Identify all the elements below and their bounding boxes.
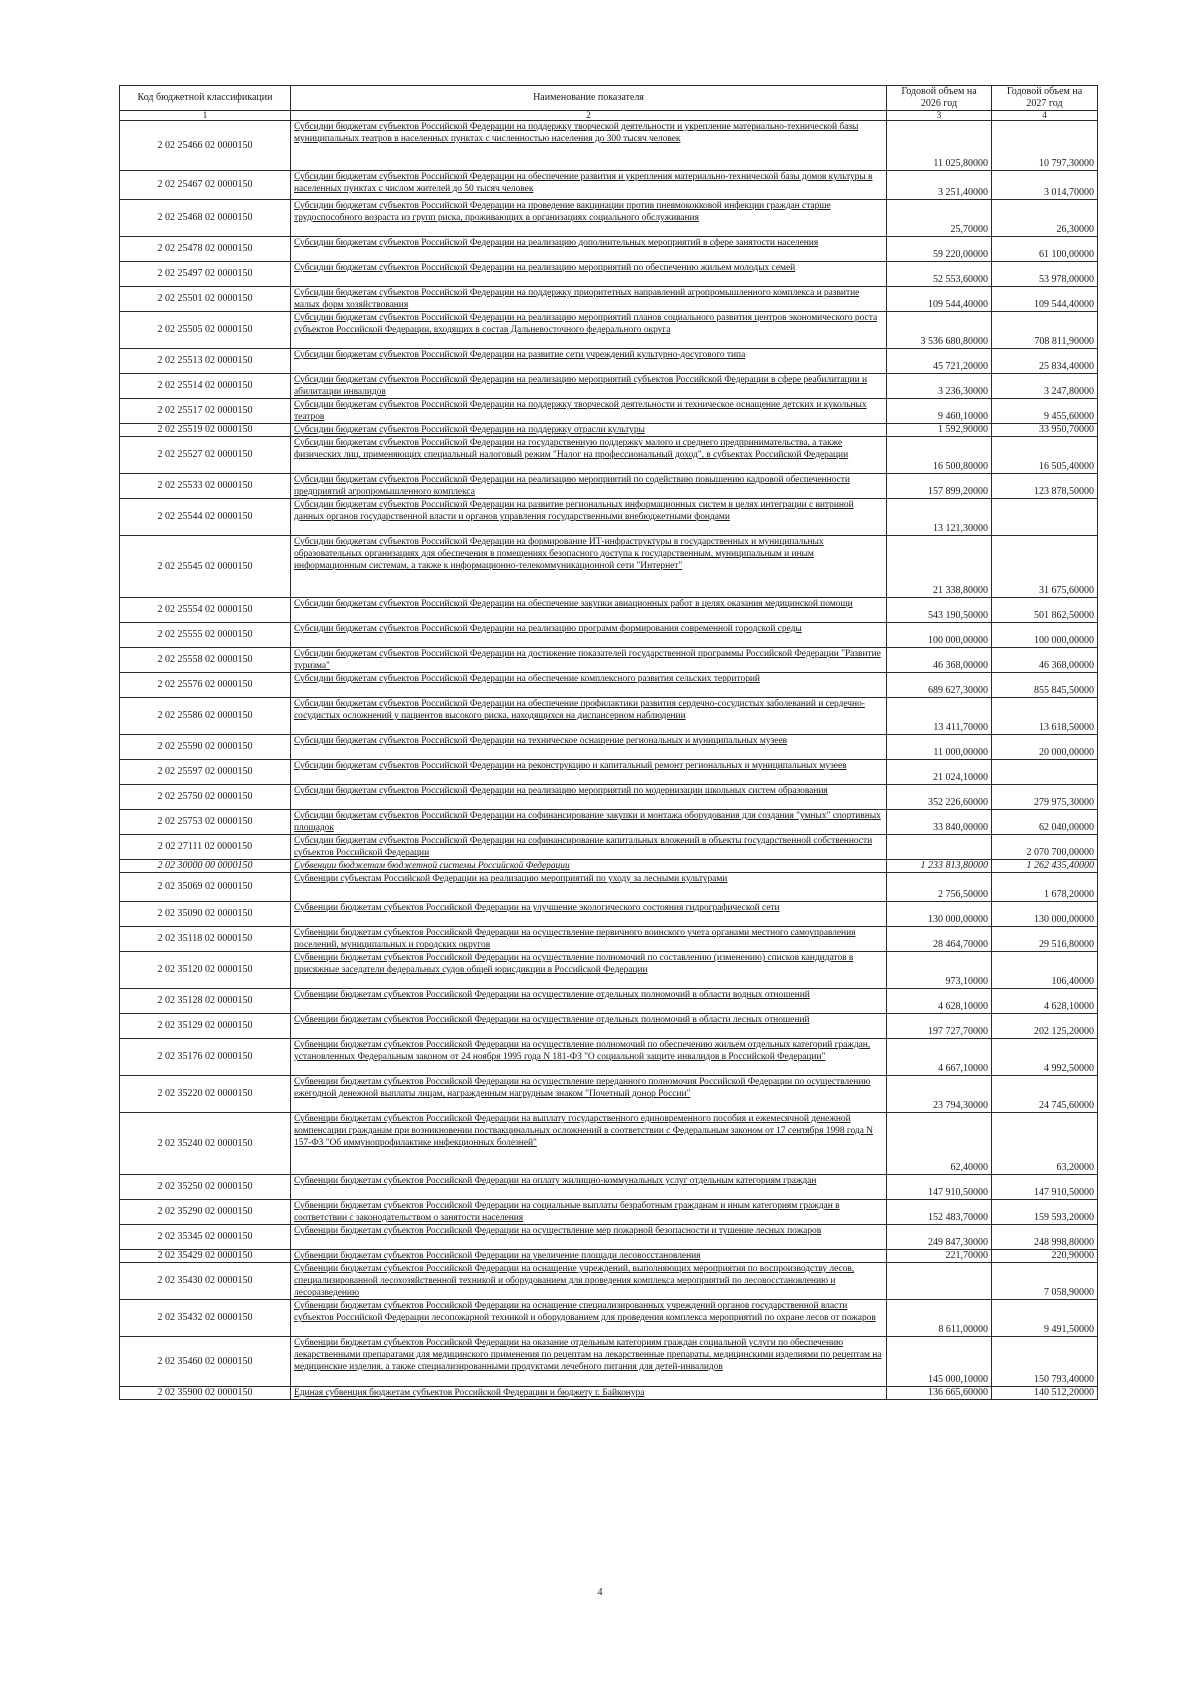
budget-table <box>119 85 1098 1400</box>
row-name: Субсидии бюджетам субъектов Российской Федерации на обеспечение комплексного развития сельских территорий <box>294 674 760 684</box>
row-name: Субвенции бюджетам субъектов Российской Федерации на увеличение площади лесовосстановления <box>294 1251 701 1261</box>
table-row <box>120 873 1098 902</box>
row-value-2027: 159 593,20000 <box>992 1200 1098 1225</box>
row-name: Субвенции бюджетам субъектов Российской Федерации на осуществление отдельных полномочий в области лесных отношений <box>294 1015 810 1025</box>
table-row <box>120 1225 1098 1250</box>
table-row <box>120 1175 1098 1200</box>
row-value-2027: 150 793,40000 <box>992 1337 1098 1387</box>
row-name-cell <box>291 1200 887 1225</box>
table-row <box>120 1337 1098 1387</box>
table-row <box>120 952 1098 989</box>
table-row <box>120 648 1098 673</box>
row-code: 2 02 25590 02 0000150 <box>120 735 291 760</box>
row-name-cell <box>291 437 887 474</box>
row-code: 2 02 35432 02 0000150 <box>120 1300 291 1337</box>
row-value-2027: 63,20000 <box>992 1113 1098 1175</box>
row-value-2027: 33 950,70000 <box>992 424 1098 437</box>
table-row <box>120 835 1098 860</box>
row-value-2027: 26,30000 <box>992 200 1098 237</box>
row-value-2026: 973,10000 <box>887 952 992 989</box>
row-name: Субсидии бюджетам субъектов Российской Федерации на поддержку отрасли культуры <box>294 425 645 435</box>
row-value-2026: 221,70000 <box>887 1250 992 1263</box>
table-row <box>120 735 1098 760</box>
row-name-cell <box>291 835 887 860</box>
row-value-2026: 4 667,10000 <box>887 1039 992 1076</box>
row-name: Субсидии бюджетам субъектов Российской Федерации на поддержку приоритетных направлений агропромышленного комплекса и развитие малых форм хозяйствования <box>294 288 860 310</box>
row-value-2026: 152 483,70000 <box>887 1200 992 1225</box>
row-value-2026: 11 000,00000 <box>887 735 992 760</box>
row-name-cell <box>291 1225 887 1250</box>
row-value-2026: 23 794,30000 <box>887 1076 992 1113</box>
table-row <box>120 1200 1098 1225</box>
table-row <box>120 927 1098 952</box>
row-value-2026: 136 665,60000 <box>887 1387 992 1400</box>
row-value-2027: 123 878,50000 <box>992 474 1098 499</box>
table-row <box>120 399 1098 424</box>
row-name: Субсидии бюджетам субъектов Российской Федерации на государственную поддержку малого и среднего предпринимательства, а также физических лиц, применяющих специальный налоговый режим "Налог на профессиональный доход", в субъектах Российской Федерации <box>294 438 849 460</box>
row-value-2027: 106,40000 <box>992 952 1098 989</box>
table-body <box>120 121 1098 1400</box>
row-value-2026: 13 411,70000 <box>887 698 992 735</box>
row-name-cell <box>291 1263 887 1300</box>
row-value-2026: 21 338,80000 <box>887 536 992 598</box>
row-code: 2 02 35128 02 0000150 <box>120 989 291 1014</box>
table-row <box>120 1014 1098 1039</box>
row-name-cell <box>291 1387 887 1400</box>
row-name-cell <box>291 237 887 262</box>
row-name: Субсидии бюджетам субъектов Российской Федерации на техническое оснащение региональных и муниципальных музеев <box>294 736 788 746</box>
row-code: 2 02 35460 02 0000150 <box>120 1337 291 1387</box>
row-value-2027: 202 125,20000 <box>992 1014 1098 1039</box>
row-value-2027: 3 014,70000 <box>992 171 1098 200</box>
table-row <box>120 673 1098 698</box>
row-name: Субвенции бюджетам бюджетной системы Российской Федерации <box>294 861 570 871</box>
table-row <box>120 237 1098 262</box>
row-code: 2 02 25505 02 0000150 <box>120 312 291 349</box>
row-value-2026: 109 544,40000 <box>887 287 992 312</box>
row-name-cell <box>291 902 887 927</box>
header-row <box>120 86 1098 111</box>
row-name: Субвенции бюджетам субъектов Российской Федерации на осуществление полномочий по составлению (изменению) списков кандидатов в присяжные заседатели федеральных судов общей юрисдикции в Российской Федерации <box>294 953 854 975</box>
row-name: Субсидии бюджетам субъектов Российской Федерации на проведение вакцинации против пневмококковой инфекции граждан старше трудоспособного возраста из групп риска, проживающих в организациях социального обслуживания <box>294 201 831 223</box>
row-value-2027 <box>992 760 1098 785</box>
header-name: Наименование показателя <box>291 86 887 111</box>
table-row <box>120 623 1098 648</box>
row-code: 2 02 25545 02 0000150 <box>120 536 291 598</box>
row-name-cell <box>291 1175 887 1200</box>
row-name: Субвенции бюджетам субъектов Российской Федерации на осуществление полномочий по обеспечению жильем отдельных категорий граждан, установленных Федеральным законом от 24 ноября 1995 года N 181-ФЗ "О социальной защите инвалидов в Российской Федерации" <box>294 1040 871 1062</box>
row-code: 2 02 25750 02 0000150 <box>120 785 291 810</box>
row-name-cell <box>291 1014 887 1039</box>
row-name: Субвенции субъектам Российской Федерации на реализацию мероприятий по уходу за лесными культурами <box>294 874 728 884</box>
header-2026-line2: 2026 год <box>920 98 958 109</box>
row-value-2026 <box>887 835 992 860</box>
row-name-cell <box>291 952 887 989</box>
row-value-2027: 16 505,40000 <box>992 437 1098 474</box>
row-name-cell <box>291 262 887 287</box>
table-row <box>120 1113 1098 1175</box>
row-name: Субсидии бюджетам субъектов Российской Федерации на реализацию мероприятий по модернизации школьных систем образования <box>294 786 828 796</box>
row-name: Субсидии бюджетам субъектов Российской Федерации на софинансирование капитальных вложений в объекты государственной собственности субъектов Российской Федерации <box>294 836 873 858</box>
row-name: Субсидии бюджетам субъектов Российской Федерации на реализацию мероприятий субъектов Российской Федерации в сфере реабилитации и абилитации инвалидов <box>294 375 867 397</box>
row-name: Субсидии бюджетам субъектов Российской Федерации на достижение показателей государственной программы Российской Федерации "Развитие туризма" <box>294 649 881 671</box>
row-name-cell <box>291 374 887 399</box>
row-code: 2 02 35129 02 0000150 <box>120 1014 291 1039</box>
row-value-2027: 501 862,50000 <box>992 598 1098 623</box>
row-code: 2 02 25517 02 0000150 <box>120 399 291 424</box>
row-code: 2 02 35345 02 0000150 <box>120 1225 291 1250</box>
row-value-2026 <box>887 1263 992 1300</box>
row-name-cell <box>291 698 887 735</box>
row-name-cell <box>291 810 887 835</box>
row-name-cell <box>291 536 887 598</box>
row-value-2027: 220,90000 <box>992 1250 1098 1263</box>
row-name: Субсидии бюджетам субъектов Российской Федерации на реконструкцию и капитальный ремонт региональных и муниципальных музеев <box>294 761 847 771</box>
row-code: 2 02 25554 02 0000150 <box>120 598 291 623</box>
table-row <box>120 312 1098 349</box>
row-name-cell <box>291 1039 887 1076</box>
row-code: 2 02 35090 02 0000150 <box>120 902 291 927</box>
row-value-2027: 130 000,00000 <box>992 902 1098 927</box>
row-code: 2 02 25558 02 0000150 <box>120 648 291 673</box>
row-value-2027: 9 455,60000 <box>992 399 1098 424</box>
row-value-2026: 52 553,60000 <box>887 262 992 287</box>
column-number-row <box>120 111 1098 121</box>
row-value-2026: 11 025,80000 <box>887 121 992 171</box>
row-name-cell <box>291 424 887 437</box>
row-code: 2 02 35120 02 0000150 <box>120 952 291 989</box>
row-value-2027: 855 845,50000 <box>992 673 1098 698</box>
row-code: 2 02 30000 00 0000150 <box>120 860 291 873</box>
page-number: 4 <box>597 1587 603 1598</box>
row-value-2027: 61 100,00000 <box>992 237 1098 262</box>
table-row <box>120 499 1098 536</box>
row-code: 2 02 25497 02 0000150 <box>120 262 291 287</box>
row-code: 2 02 35118 02 0000150 <box>120 927 291 952</box>
row-code: 2 02 35900 02 0000150 <box>120 1387 291 1400</box>
row-value-2027: 53 978,00000 <box>992 262 1098 287</box>
row-name-cell <box>291 1113 887 1175</box>
table-row <box>120 902 1098 927</box>
column-number: 1 <box>120 111 291 121</box>
header-2027-line2: 2027 год <box>1026 98 1063 109</box>
row-value-2027: 9 491,50000 <box>992 1300 1098 1337</box>
header-2026 <box>887 86 992 111</box>
row-value-2027: 1 678,20000 <box>992 873 1098 902</box>
row-code: 2 02 25597 02 0000150 <box>120 760 291 785</box>
row-name-cell <box>291 121 887 171</box>
row-value-2027: 3 247,80000 <box>992 374 1098 399</box>
row-code: 2 02 35430 02 0000150 <box>120 1263 291 1300</box>
table-row <box>120 810 1098 835</box>
row-name-cell <box>291 927 887 952</box>
row-value-2026: 8 611,00000 <box>887 1300 992 1337</box>
table-row <box>120 200 1098 237</box>
row-value-2026: 46 368,00000 <box>887 648 992 673</box>
table-row <box>120 474 1098 499</box>
row-code: 2 02 35290 02 0000150 <box>120 1200 291 1225</box>
row-value-2027: 1 262 435,40000 <box>992 860 1098 873</box>
row-value-2026: 25,70000 <box>887 200 992 237</box>
row-value-2027: 4 992,50000 <box>992 1039 1098 1076</box>
table-row <box>120 171 1098 200</box>
table-row <box>120 1039 1098 1076</box>
row-code: 2 02 25468 02 0000150 <box>120 200 291 237</box>
row-code: 2 02 25501 02 0000150 <box>120 287 291 312</box>
row-name: Субвенции бюджетам субъектов Российской Федерации на осуществление мер пожарной безопасности и тушение лесных пожаров <box>294 1226 822 1236</box>
row-name-cell <box>291 1076 887 1113</box>
row-code: 2 02 25533 02 0000150 <box>120 474 291 499</box>
row-value-2026: 157 899,20000 <box>887 474 992 499</box>
row-value-2027: 31 675,60000 <box>992 536 1098 598</box>
row-name-cell <box>291 598 887 623</box>
row-code: 2 02 25519 02 0000150 <box>120 424 291 437</box>
row-value-2027: 248 998,80000 <box>992 1225 1098 1250</box>
row-name-cell <box>291 860 887 873</box>
row-name-cell <box>291 200 887 237</box>
table-row <box>120 1263 1098 1300</box>
row-code: 2 02 35069 02 0000150 <box>120 873 291 902</box>
table-row <box>120 349 1098 374</box>
row-value-2026: 13 121,30000 <box>887 499 992 536</box>
row-value-2026: 62,40000 <box>887 1113 992 1175</box>
table-row <box>120 785 1098 810</box>
table-row <box>120 437 1098 474</box>
row-value-2027: 100 000,00000 <box>992 623 1098 648</box>
row-value-2026: 45 721,20000 <box>887 349 992 374</box>
row-value-2026: 2 756,50000 <box>887 873 992 902</box>
row-name: Субвенции бюджетам субъектов Российской Федерации на осуществление отдельных полномочий в области водных отношений <box>294 990 810 1000</box>
table-row <box>120 262 1098 287</box>
row-name: Субсидии бюджетам субъектов Российской Федерации на реализацию мероприятий по обеспечению жильем молодых семей <box>294 263 796 273</box>
row-value-2026: 21 024,10000 <box>887 760 992 785</box>
row-name: Субсидии бюджетам субъектов Российской Федерации на реализацию мероприятий по содействию повышению кадровой обеспеченности предприятий агропромышленного комплекса <box>294 475 850 497</box>
row-name-cell <box>291 287 887 312</box>
row-value-2027: 2 070 700,00000 <box>992 835 1098 860</box>
column-number: 2 <box>291 111 887 121</box>
column-number: 3 <box>887 111 992 121</box>
row-code: 2 02 35250 02 0000150 <box>120 1175 291 1200</box>
row-value-2027 <box>992 499 1098 536</box>
row-value-2027: 7 058,90000 <box>992 1263 1098 1300</box>
row-value-2026: 352 226,60000 <box>887 785 992 810</box>
table-row <box>120 1300 1098 1337</box>
row-name: Субсидии бюджетам субъектов Российской Федерации на развитие сети учреждений культурно-досугового типа <box>294 350 746 360</box>
table-row <box>120 598 1098 623</box>
row-name: Субсидии бюджетам субъектов Российской Федерации на реализацию мероприятий планов социального развития центров экономического роста субъектов Российской Федерации, входящих в состав Дальневосточного федерального округа <box>294 313 878 335</box>
row-name-cell <box>291 785 887 810</box>
row-name-cell <box>291 1300 887 1337</box>
row-value-2026: 16 500,80000 <box>887 437 992 474</box>
row-name-cell <box>291 171 887 200</box>
row-value-2026: 145 000,10000 <box>887 1337 992 1387</box>
row-name: Субвенции бюджетам субъектов Российской Федерации на оснащение учреждений, выполняющих мероприятия по воспроизводству лесов, специализированной лесохозяйственной техникой и оборудованием для проведения комплекса мероприятий по лесовосстановлению и лесоразведению <box>294 1264 855 1298</box>
row-name-cell <box>291 989 887 1014</box>
row-code: 2 02 25513 02 0000150 <box>120 349 291 374</box>
row-value-2026: 1 233 813,80000 <box>887 860 992 873</box>
table-row <box>120 1250 1098 1263</box>
row-name: Субсидии бюджетам субъектов Российской Федерации на обеспечение профилактики развития сердечно-сосудистых заболеваний и сердечно-сосудистых осложнений у пациентов высокого риска, находящихся на диспансерном наблюдении <box>294 699 865 721</box>
row-value-2026: 9 460,10000 <box>887 399 992 424</box>
row-name-cell <box>291 1250 887 1263</box>
row-value-2027: 140 512,20000 <box>992 1387 1098 1400</box>
table-header <box>120 86 1098 121</box>
row-code: 2 02 35176 02 0000150 <box>120 1039 291 1076</box>
row-value-2026: 3 251,40000 <box>887 171 992 200</box>
row-code: 2 02 25478 02 0000150 <box>120 237 291 262</box>
row-value-2027: 24 745,60000 <box>992 1076 1098 1113</box>
row-value-2026: 130 000,00000 <box>887 902 992 927</box>
table-row <box>120 374 1098 399</box>
row-code: 2 02 25467 02 0000150 <box>120 171 291 200</box>
row-value-2026: 28 464,70000 <box>887 927 992 952</box>
table-row <box>120 536 1098 598</box>
row-name: Субсидии бюджетам субъектов Российской Федерации на формирование ИТ-инфраструктуры в государственных и муниципальных образовательных организациях для обеспечения в помещениях безопасного доступа к государственным, муниципальным и иным информационным системам, а также к информационно-телекоммуникационной сети "Интернет" <box>294 537 824 571</box>
row-name-cell <box>291 499 887 536</box>
row-value-2026: 197 727,70000 <box>887 1014 992 1039</box>
row-value-2026: 3 236,30000 <box>887 374 992 399</box>
row-name-cell <box>291 312 887 349</box>
row-name: Субвенции бюджетам субъектов Российской Федерации на оказание отдельным категориям граждан социальной услуги по обеспечению лекарственными препаратами для медицинского применения по рецептам на лекарственные препараты, медицинскими изделиями по рецептам на медицинские изделия, а также специализированными продуктами лечебного питания для детей-инвалидов <box>294 1338 882 1372</box>
row-name: Субсидии бюджетам субъектов Российской Федерации на поддержку творческой деятельности и укрепление материально-технической базы муниципальных театров в населенных пунктах с численностью населения до 300 тысяч человек <box>294 122 859 144</box>
row-name: Субвенции бюджетам субъектов Российской Федерации на оплату жилищно-коммунальных услуг отдельным категориям граждан <box>294 1176 817 1186</box>
row-name: Субсидии бюджетам субъектов Российской Федерации на реализацию дополнительных мероприятий в сфере занятости населения <box>294 238 819 248</box>
row-value-2027: 4 628,10000 <box>992 989 1098 1014</box>
row-name-cell <box>291 873 887 902</box>
row-value-2027: 279 975,30000 <box>992 785 1098 810</box>
row-value-2027: 20 000,00000 <box>992 735 1098 760</box>
row-value-2027: 10 797,30000 <box>992 121 1098 171</box>
row-name: Субвенции бюджетам субъектов Российской Федерации на выплату государственного единовременного пособия и ежемесячной денежной компенсации гражданам при возникновении поствакцинальных осложнений в соответствии с Федеральным законом от 17 сентября 1998 года N 157-ФЗ "Об иммунопрофилактике инфекционных болезней" <box>294 1114 873 1148</box>
row-value-2027: 13 618,50000 <box>992 698 1098 735</box>
row-value-2026: 689 627,30000 <box>887 673 992 698</box>
row-name: Субсидии бюджетам субъектов Российской Федерации на поддержку творческой деятельности и техническое оснащение детских и кукольных театров <box>294 400 867 422</box>
row-value-2026: 4 628,10000 <box>887 989 992 1014</box>
row-name-cell <box>291 735 887 760</box>
header-2027 <box>992 86 1098 111</box>
column-number: 4 <box>992 111 1098 121</box>
header-2026-line1: Годовой объем на <box>901 86 977 97</box>
row-value-2026: 147 910,50000 <box>887 1175 992 1200</box>
row-name-cell <box>291 349 887 374</box>
row-code: 2 02 25527 02 0000150 <box>120 437 291 474</box>
row-code: 2 02 25466 02 0000150 <box>120 121 291 171</box>
row-name: Субсидии бюджетам субъектов Российской Федерации на развитие региональных информационных систем в целях интеграции с витриной данных органов государственной власти и органов управления государственными внебюджетными фондами <box>294 500 854 522</box>
row-name: Субвенции бюджетам субъектов Российской Федерации на социальные выплаты безработным гражданам и иным категориям граждан в соответствии с законодательством о занятости населения <box>294 1201 840 1223</box>
row-name-cell <box>291 1337 887 1387</box>
row-code: 2 02 25544 02 0000150 <box>120 499 291 536</box>
row-code: 2 02 35240 02 0000150 <box>120 1113 291 1175</box>
header-2027-line1: Годовой объем на <box>1006 86 1083 97</box>
table-row <box>120 860 1098 873</box>
row-value-2026: 3 536 680,80000 <box>887 312 992 349</box>
row-name: Единая субвенция бюджетам субъектов Российской Федерации и бюджету г. Байконура <box>294 1388 645 1398</box>
row-value-2026: 33 840,00000 <box>887 810 992 835</box>
row-code: 2 02 35220 02 0000150 <box>120 1076 291 1113</box>
table-row <box>120 1387 1098 1400</box>
header-code: Код бюджетной классификации <box>120 86 291 111</box>
row-value-2027: 147 910,50000 <box>992 1175 1098 1200</box>
row-name-cell <box>291 474 887 499</box>
row-code: 2 02 25576 02 0000150 <box>120 673 291 698</box>
row-value-2027: 25 834,40000 <box>992 349 1098 374</box>
row-name: Субсидии бюджетам субъектов Российской Федерации на реализацию программ формирования современной городской среды <box>294 624 802 634</box>
row-name-cell <box>291 648 887 673</box>
row-name: Субвенции бюджетам субъектов Российской Федерации на осуществление первичного воинского учета органами местного самоуправления поселений, муниципальных и городских округов <box>294 928 856 950</box>
row-code: 2 02 25555 02 0000150 <box>120 623 291 648</box>
row-name-cell <box>291 760 887 785</box>
row-name: Субсидии бюджетам субъектов Российской Федерации на обеспечение развития и укрепления материально-технической базы домов культуры в населенных пунктах с числом жителей до 50 тысяч человек <box>294 172 873 194</box>
row-code: 2 02 35429 02 0000150 <box>120 1250 291 1263</box>
row-name-cell <box>291 623 887 648</box>
table-row <box>120 121 1098 171</box>
table-row <box>120 287 1098 312</box>
row-value-2026: 249 847,30000 <box>887 1225 992 1250</box>
row-name-cell <box>291 673 887 698</box>
row-code: 2 02 25586 02 0000150 <box>120 698 291 735</box>
row-name: Субвенции бюджетам субъектов Российской Федерации на осуществление переданного полномочия Российской Федерации по осуществлению ежегодной денежной выплаты лицам, награжденным нагрудным знаком "Почетный донор России" <box>294 1077 871 1099</box>
row-name: Субвенции бюджетам субъектов Российской Федерации на оснащение специализированных учреждений органов государственной власти субъектов Российской Федерации лесопожарной техникой и оборудованием для проведения комплекса мероприятий по охране лесов от пожаров <box>294 1301 876 1323</box>
row-value-2026: 543 190,50000 <box>887 598 992 623</box>
row-value-2027: 109 544,40000 <box>992 287 1098 312</box>
table-row <box>120 698 1098 735</box>
row-name: Субсидии бюджетам субъектов Российской Федерации на обеспечение закупки авиационных работ в целях оказания медицинской помощи <box>294 599 853 609</box>
row-name-cell <box>291 399 887 424</box>
row-name: Субвенции бюджетам субъектов Российской Федерации на улучшение экологического состояния гидрографической сети <box>294 903 780 913</box>
row-name: Субсидии бюджетам субъектов Российской Федерации на софинансирование закупки и монтажа оборудования для создания "умных" спортивных площадок <box>294 811 881 833</box>
row-value-2027: 46 368,00000 <box>992 648 1098 673</box>
row-value-2026: 100 000,00000 <box>887 623 992 648</box>
row-value-2026: 1 592,90000 <box>887 424 992 437</box>
table-row <box>120 1076 1098 1113</box>
row-value-2026: 59 220,00000 <box>887 237 992 262</box>
row-code: 2 02 25753 02 0000150 <box>120 810 291 835</box>
row-code: 2 02 25514 02 0000150 <box>120 374 291 399</box>
row-value-2027: 29 516,80000 <box>992 927 1098 952</box>
table-row <box>120 760 1098 785</box>
table-row <box>120 989 1098 1014</box>
row-code: 2 02 27111 02 0000150 <box>120 835 291 860</box>
row-value-2027: 62 040,00000 <box>992 810 1098 835</box>
row-value-2027: 708 811,90000 <box>992 312 1098 349</box>
table-row <box>120 424 1098 437</box>
